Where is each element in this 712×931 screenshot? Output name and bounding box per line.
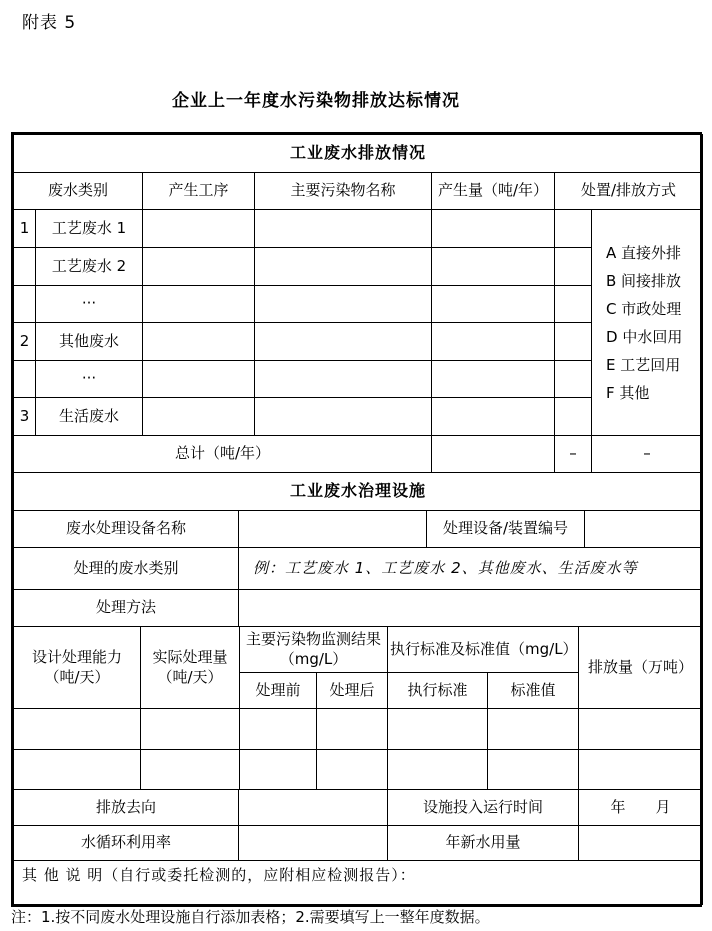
empty-cell [432,361,555,398]
footnote: 注：1.按不同废水处理设施自行添加表格；2.需要填写上一整年度数据。 [11,908,490,926]
empty-cell [432,248,555,286]
disposal-code-cell [555,248,592,286]
new-water-label: 年新水用量 [388,826,579,861]
total-row [14,436,703,473]
standard-value-header: 标准值 [488,673,579,709]
discharge-destination-value-cell [239,790,388,826]
col-header-pollutant-name: 主要污染物名称 [255,173,432,210]
recycle-rate-label: 水循环利用率 [14,826,239,861]
col-header-process: 产生工序 [143,173,255,210]
equipment-id-value-cell [585,511,703,548]
disposal-option: D 中水回用 [606,327,683,346]
total-dash: – [592,436,703,473]
wastewater-type-label: 处理的废水类别 [14,548,239,590]
discharge-section-table [13,134,703,473]
empty-cell [432,210,555,248]
run-time-value: 年 月 [579,790,703,826]
empty-cell [255,248,432,286]
standard-header: 执行标准及标准值（mg/L） [388,627,579,673]
disposal-options-cell [592,210,703,436]
col-header-waste-type: 废水类别 [14,173,143,210]
other-notes-cell: 其 他 说 明（自行或委托检测的，应附相应检测报告）： [14,861,703,905]
monitoring-data-row [14,709,703,750]
empty-cell [488,750,579,790]
col-header-amount: 产生量（吨/年） [432,173,555,210]
empty-cell [143,323,255,361]
disposal-option: E 工艺回用 [606,355,681,374]
empty-cell [317,750,388,790]
empty-cell [432,286,555,323]
empty-cell [14,750,141,790]
empty-cell [432,398,555,436]
empty-cell [141,709,240,750]
before-treatment-header: 处理前 [240,673,317,709]
section1-banner: 工业废水排放情况 [14,135,703,173]
empty-cell [388,750,488,790]
empty-cell [579,709,703,750]
empty-cell [317,709,388,750]
discharge-amount-header: 排放量（万吨） [579,627,703,709]
bottom-section-table [13,789,703,905]
row-number: 1 [14,210,36,248]
disposal-code-cell [555,361,592,398]
monitor-result-header: 主要污染物监测结果（mg/L） [240,627,388,673]
row-number: 3 [14,398,36,436]
treatment-section-table [13,472,703,627]
empty-cell [388,709,488,750]
row-label-ellipsis: ··· [36,286,143,323]
after-treatment-header: 处理后 [317,673,388,709]
empty-cell [255,210,432,248]
recycle-rate-value-cell [239,826,388,861]
table-row [14,210,703,248]
row-label-ellipsis: ··· [36,361,143,398]
attachment-label: 附表 5 [22,13,77,33]
row-number: 2 [14,323,36,361]
disposal-code-cell [555,323,592,361]
treatment-method-label: 处理方法 [14,590,239,627]
run-time-label: 设施投入运行时间 [388,790,579,826]
equipment-name-label: 废水处理设备名称 [14,511,239,548]
actual-amount-header: 实际处理量（吨/天） [141,627,240,709]
monitoring-data-row [14,750,703,790]
section2-banner: 工业废水治理设施 [14,473,703,511]
design-capacity-header: 设计处理能力（吨/天） [14,627,141,709]
empty-cell [240,750,317,790]
disposal-option: B 间接排放 [606,271,682,290]
empty-cell [255,286,432,323]
row-label-domestic-wastewater: 生活废水 [36,398,143,436]
row-label-process-wastewater-2: 工艺废水 2 [36,248,143,286]
row-label-other-wastewater: 其他废水 [36,323,143,361]
empty-cell [143,286,255,323]
disposal-code-cell [555,398,592,436]
equipment-id-label: 处理设备/装置编号 [427,511,585,548]
empty-cell [488,709,579,750]
wastewater-type-example: 例：工艺废水 1、工艺废水 2、其他废水、生活废水等 [239,548,703,590]
total-dash: – [555,436,592,473]
total-label: 总计（吨/年） [14,436,432,473]
discharge-destination-label: 排放去向 [14,790,239,826]
empty-cell [141,750,240,790]
row-label-process-wastewater-1: 工艺废水 1 [36,210,143,248]
disposal-option: A 直接外排 [606,243,682,262]
empty-cell [14,709,141,750]
col-header-disposal: 处置/排放方式 [555,173,703,210]
disposal-code-cell [555,286,592,323]
empty-cell [240,709,317,750]
disposal-option: F 其他 [606,383,650,402]
row-number [14,248,36,286]
empty-cell [579,750,703,790]
total-amount-cell [432,436,555,473]
monitoring-table [13,626,703,790]
row-number [14,286,36,323]
new-water-value-cell [579,826,703,861]
applied-standard-header: 执行标准 [388,673,488,709]
empty-cell [143,248,255,286]
equipment-name-value-cell [239,511,427,548]
disposal-option: C 市政处理 [606,299,682,318]
empty-cell [432,323,555,361]
empty-cell [255,398,432,436]
disposal-code-cell [555,210,592,248]
page-title: 企业上一年度水污染物排放达标情况 [172,91,460,111]
empty-cell [255,361,432,398]
empty-cell [255,323,432,361]
treatment-method-value-cell [239,590,703,627]
form-table [11,132,702,907]
empty-cell [143,210,255,248]
empty-cell [143,398,255,436]
empty-cell [143,361,255,398]
row-number [14,361,36,398]
